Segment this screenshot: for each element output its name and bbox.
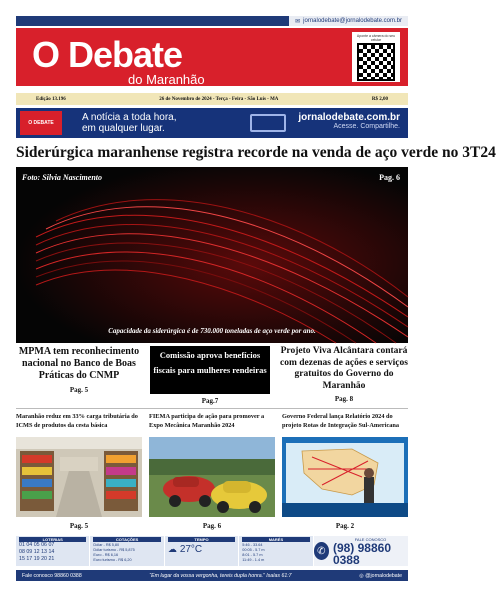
- qr-label: Aponte a câmera do seu celular: [356, 34, 396, 42]
- card-fiema[interactable]: [149, 412, 275, 530]
- story-mpma[interactable]: [16, 346, 142, 396]
- cloud-icon: ☁: [167, 544, 177, 554]
- edition-price: R$ 2,00: [371, 96, 388, 102]
- main-headline[interactable]: Siderúrgica maranhense registra recorde na venda de aço verde no 3T24: [16, 144, 496, 161]
- tide-line: 8:01 - 5.7 m: [242, 553, 263, 557]
- phone-number: (98) 98860 0388: [332, 540, 391, 567]
- story-comissao-page: Pag.7: [201, 397, 219, 405]
- newspaper-logo[interactable]: O Debate: [32, 34, 183, 75]
- quote-line: Dólar - R$ 5,80: [93, 543, 120, 547]
- social-text: @jornalodebate: [365, 572, 402, 579]
- banner-line-2: em qualquer lugar.: [82, 123, 165, 134]
- divider: [16, 408, 408, 409]
- lottery-line: 01 04 05 06 07: [19, 542, 55, 548]
- email-text: jornalodebate@jornalodebate.com.br: [303, 18, 402, 24]
- contact-email[interactable]: [289, 16, 408, 26]
- story-title: MPMA tem reconhecimento nacional no Banco de Boas Práticas do CNMP: [18, 346, 140, 381]
- devices-icon: [250, 114, 286, 132]
- newspaper-logo-subtitle: do Maranhão: [128, 72, 205, 87]
- quote-line: Dólar turismo - R$ 5,875: [93, 548, 135, 552]
- qr-code-box[interactable]: [352, 32, 400, 82]
- lottery-label: LOTERIAS: [19, 537, 86, 542]
- bottom-bar: [16, 570, 408, 581]
- banner-brand: O DEBATE: [20, 111, 62, 135]
- hero-caption: Capacidade da siderúrgica é de 730.000 toneladas de aço verde por ano.: [108, 327, 316, 335]
- tides-label: MARÉS: [242, 537, 309, 542]
- masthead: [16, 28, 408, 86]
- story-title: Projeto Viva Alcântara contará com dezenas de ações e serviços gratuitos do Governo do Maranhão: [280, 346, 408, 391]
- story-page: Pag. 8: [334, 395, 354, 403]
- qr-code-icon: [357, 43, 395, 81]
- card-rotas[interactable]: [282, 412, 408, 530]
- phone-label: FALE CONOSCO: [354, 536, 387, 542]
- story-comissao[interactable]: Comissão aprova benefícios fiscais para mulheres rendeiras: [150, 346, 270, 394]
- lottery-panel: [16, 536, 90, 566]
- instagram-icon: ◎: [359, 572, 364, 579]
- edition-bar: [16, 93, 408, 105]
- whatsapp-icon: ✆: [314, 542, 329, 560]
- banner-tagline: Acesse. Compartilhe.: [333, 123, 400, 130]
- top-bar: [16, 16, 408, 26]
- card-title: Governo Federal lança Relatório 2024 do projeto Rotas de Integração Sul-Americana: [282, 413, 400, 429]
- mail-icon: ✉: [295, 18, 301, 25]
- banner-message: [82, 112, 177, 134]
- weather-label: TEMPO: [168, 537, 235, 542]
- supermarket-photo: [16, 437, 142, 517]
- card-title: FIEMA participa de ação para promover a Expo Mecânica Maranhão 2024: [149, 413, 265, 429]
- map-presentation-photo: [282, 437, 408, 517]
- tide-line: 11:49 - 1.4 m: [242, 558, 265, 562]
- quotes-panel: [90, 536, 164, 566]
- promo-banner[interactable]: [16, 108, 408, 138]
- bottom-phone[interactable]: Fale conosco 98860 0388: [22, 572, 82, 579]
- quotes-label: COTAÇÕES: [93, 537, 160, 542]
- card-page: Pag. 5: [69, 522, 89, 530]
- tide-line: 00:05 - 5.7 m: [242, 548, 265, 552]
- quote-line: Euro - R$ 6,16: [93, 553, 119, 557]
- temperature: 27°C: [179, 544, 203, 555]
- social-handle[interactable]: [359, 573, 402, 579]
- hero-page: Pag. 6: [379, 173, 400, 182]
- edition-number: Edição 13.196: [36, 96, 66, 102]
- banner-site[interactable]: [298, 112, 400, 130]
- tide-line: 5:46 - 33.64: [242, 543, 263, 547]
- hero-photo[interactable]: [16, 167, 408, 343]
- lottery-line: 15 17 19 20 21: [19, 556, 55, 562]
- info-footer: [16, 536, 408, 566]
- phone-contact[interactable]: [314, 536, 408, 566]
- quote-line: Euro turismo - R$ 6,20: [93, 558, 132, 562]
- lottery-line: 08 09 12 13 14: [19, 549, 55, 555]
- card-cesta-basica[interactable]: [16, 412, 142, 530]
- card-page: Pag. 6: [202, 522, 222, 530]
- card-title: Maranhão reduz em 33% carga tributária do ICMS de produtos da cesta básica: [16, 413, 138, 429]
- story-viva-alcantara[interactable]: [280, 346, 408, 406]
- steel-coil-image: [16, 167, 408, 343]
- photo-credit: Foto: Silvia Nascimento: [22, 173, 102, 182]
- edition-date: 26 de Novembro de 2024 - Terça - Feira - São Luís - MA: [159, 96, 279, 102]
- banner-line-1: A notícia a toda hora,: [82, 112, 177, 123]
- top-stripe: [16, 16, 289, 26]
- card-page: Pag. 2: [335, 522, 355, 530]
- tides-panel: [239, 536, 313, 566]
- vintage-cars-photo: [149, 437, 275, 517]
- weather-panel: [165, 536, 239, 566]
- bible-quote: “Em lugar da vossa vergonha, tereis dupla honra.” Isaías 61:7: [149, 572, 292, 579]
- story-page: Pag. 5: [69, 386, 89, 394]
- banner-url: jornalodebate.com.br: [298, 112, 400, 123]
